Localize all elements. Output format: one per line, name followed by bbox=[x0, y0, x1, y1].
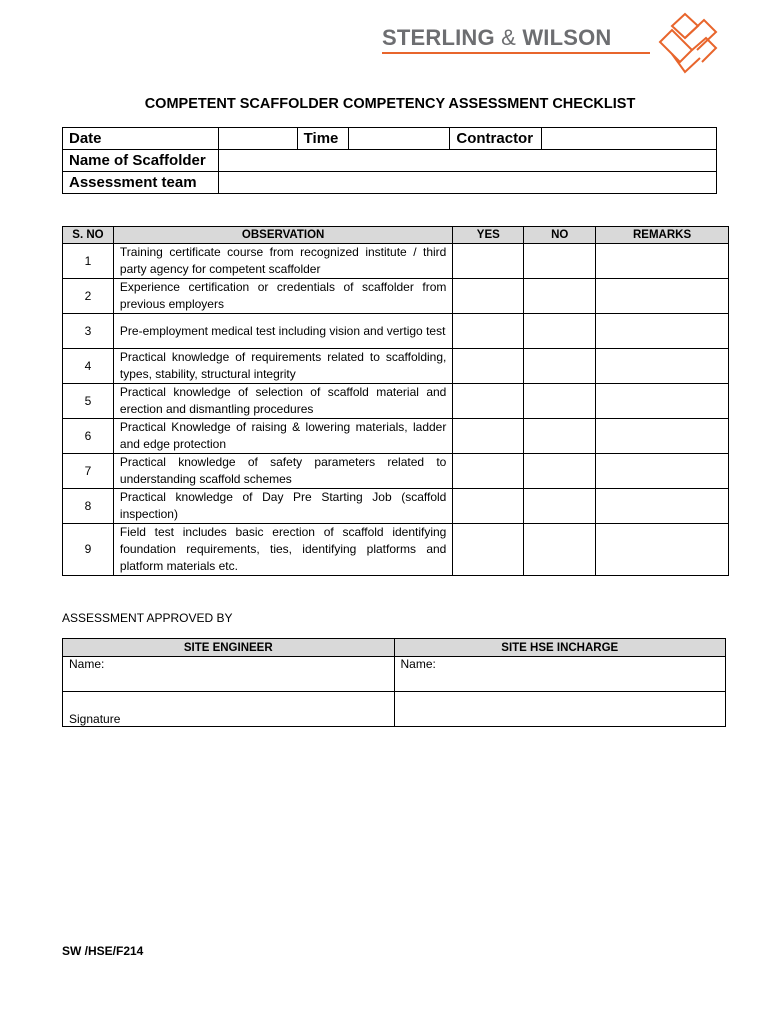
yes-cell[interactable] bbox=[453, 454, 524, 489]
header-sno: S. NO bbox=[63, 227, 114, 244]
observation-text: Practical knowledge of safety parameters related to understanding scaffold schemes bbox=[113, 454, 452, 489]
no-cell[interactable] bbox=[524, 314, 596, 349]
remarks-cell[interactable] bbox=[596, 279, 729, 314]
date-label: Date bbox=[63, 128, 219, 150]
remarks-cell[interactable] bbox=[596, 489, 729, 524]
logo-ampersand: & bbox=[501, 25, 517, 50]
time-field[interactable] bbox=[348, 128, 450, 150]
competency-checklist-table bbox=[62, 226, 729, 576]
no-cell[interactable] bbox=[524, 349, 596, 384]
table-row bbox=[63, 279, 729, 314]
document-title: COMPETENT SCAFFOLDER COMPETENCY ASSESSMENT CHECKLIST bbox=[144, 96, 636, 112]
table-row bbox=[63, 314, 729, 349]
assessment-team-field[interactable] bbox=[218, 172, 716, 194]
assessment-info-table bbox=[62, 127, 717, 194]
remarks-cell[interactable] bbox=[596, 244, 729, 279]
info-row-name bbox=[63, 150, 717, 172]
site-engineer-header: SITE ENGINEER bbox=[63, 639, 395, 657]
table-row bbox=[63, 489, 729, 524]
remarks-cell[interactable] bbox=[596, 419, 729, 454]
observation-text: Practical knowledge of Day Pre Starting Job (scaffold inspection) bbox=[113, 489, 452, 524]
no-cell[interactable] bbox=[524, 384, 596, 419]
row-number: 2 bbox=[63, 279, 114, 314]
table-row bbox=[63, 244, 729, 279]
yes-cell[interactable] bbox=[453, 524, 524, 576]
logo-diamond-icon bbox=[652, 12, 718, 74]
table-row bbox=[63, 419, 729, 454]
header-no: NO bbox=[524, 227, 596, 244]
yes-cell[interactable] bbox=[453, 349, 524, 384]
row-number: 5 bbox=[63, 384, 114, 419]
approval-name-row bbox=[63, 657, 726, 692]
yes-cell[interactable] bbox=[453, 384, 524, 419]
logo-word-2: WILSON bbox=[522, 25, 612, 50]
date-field[interactable] bbox=[218, 128, 297, 150]
info-row-date bbox=[63, 128, 717, 150]
no-cell[interactable] bbox=[524, 524, 596, 576]
remarks-cell[interactable] bbox=[596, 454, 729, 489]
hse-name-field[interactable] bbox=[394, 657, 726, 692]
checklist-header-row bbox=[63, 227, 729, 244]
engineer-name-label: Name: bbox=[69, 657, 105, 671]
observation-text: Experience certification or credentials of scaffolder from previous employers bbox=[113, 279, 452, 314]
approval-header-row bbox=[63, 639, 726, 657]
table-row bbox=[63, 454, 729, 489]
form-code: SW /HSE/F214 bbox=[62, 944, 144, 958]
observation-text: Practical Knowledge of raising & lowering materials, ladder and edge protection bbox=[113, 419, 452, 454]
remarks-cell[interactable] bbox=[596, 314, 729, 349]
no-cell[interactable] bbox=[524, 419, 596, 454]
approval-table bbox=[62, 638, 726, 727]
logo-word-1: STERLING bbox=[382, 25, 495, 50]
engineer-name-field[interactable] bbox=[63, 657, 395, 692]
header-observation: OBSERVATION bbox=[113, 227, 452, 244]
observation-text: Pre-employment medical test including vision and vertigo test bbox=[113, 314, 452, 349]
remarks-cell[interactable] bbox=[596, 524, 729, 576]
table-row bbox=[63, 349, 729, 384]
header-yes: YES bbox=[453, 227, 524, 244]
hse-name-label: Name: bbox=[400, 657, 436, 671]
engineer-signature-field[interactable] bbox=[63, 692, 395, 727]
contractor-label: Contractor bbox=[450, 128, 542, 150]
row-number: 4 bbox=[63, 349, 114, 384]
observation-text: Training certificate course from recognized institute / third party agency for competent scaffolder bbox=[113, 244, 452, 279]
no-cell[interactable] bbox=[524, 244, 596, 279]
no-cell[interactable] bbox=[524, 279, 596, 314]
scaffolder-name-field[interactable] bbox=[218, 150, 716, 172]
table-row bbox=[63, 524, 729, 576]
table-row bbox=[63, 384, 729, 419]
row-number: 6 bbox=[63, 419, 114, 454]
yes-cell[interactable] bbox=[453, 244, 524, 279]
observation-text: Field test includes basic erection of scaffold identifying foundation requirements, ties, identifying platforms and platform materials etc. bbox=[113, 524, 452, 576]
no-cell[interactable] bbox=[524, 454, 596, 489]
yes-cell[interactable] bbox=[453, 314, 524, 349]
observation-text: Practical knowledge of selection of scaffold material and erection and dismantling procedures bbox=[113, 384, 452, 419]
contractor-field[interactable] bbox=[542, 128, 717, 150]
signature-label: Signature bbox=[69, 712, 121, 726]
row-number: 7 bbox=[63, 454, 114, 489]
row-number: 8 bbox=[63, 489, 114, 524]
remarks-cell[interactable] bbox=[596, 384, 729, 419]
approved-by-label: ASSESSMENT APPROVED BY bbox=[62, 611, 233, 625]
scaffolder-name-label: Name of Scaffolder bbox=[63, 150, 219, 172]
observation-text: Practical knowledge of requirements related to scaffolding, types, stability, structural integrity bbox=[113, 349, 452, 384]
remarks-cell[interactable] bbox=[596, 349, 729, 384]
row-number: 3 bbox=[63, 314, 114, 349]
row-number: 9 bbox=[63, 524, 114, 576]
row-number: 1 bbox=[63, 244, 114, 279]
info-row-team bbox=[63, 172, 717, 194]
hse-signature-field[interactable] bbox=[394, 692, 726, 727]
company-logo bbox=[382, 12, 722, 74]
header-remarks: REMARKS bbox=[596, 227, 729, 244]
yes-cell[interactable] bbox=[453, 279, 524, 314]
logo-wordmark bbox=[382, 25, 612, 51]
logo-underline bbox=[382, 52, 650, 54]
assessment-team-label: Assessment team bbox=[63, 172, 219, 194]
site-hse-incharge-header: SITE HSE INCHARGE bbox=[394, 639, 726, 657]
time-label: Time bbox=[297, 128, 348, 150]
yes-cell[interactable] bbox=[453, 489, 524, 524]
approval-signature-row bbox=[63, 692, 726, 727]
no-cell[interactable] bbox=[524, 489, 596, 524]
yes-cell[interactable] bbox=[453, 419, 524, 454]
